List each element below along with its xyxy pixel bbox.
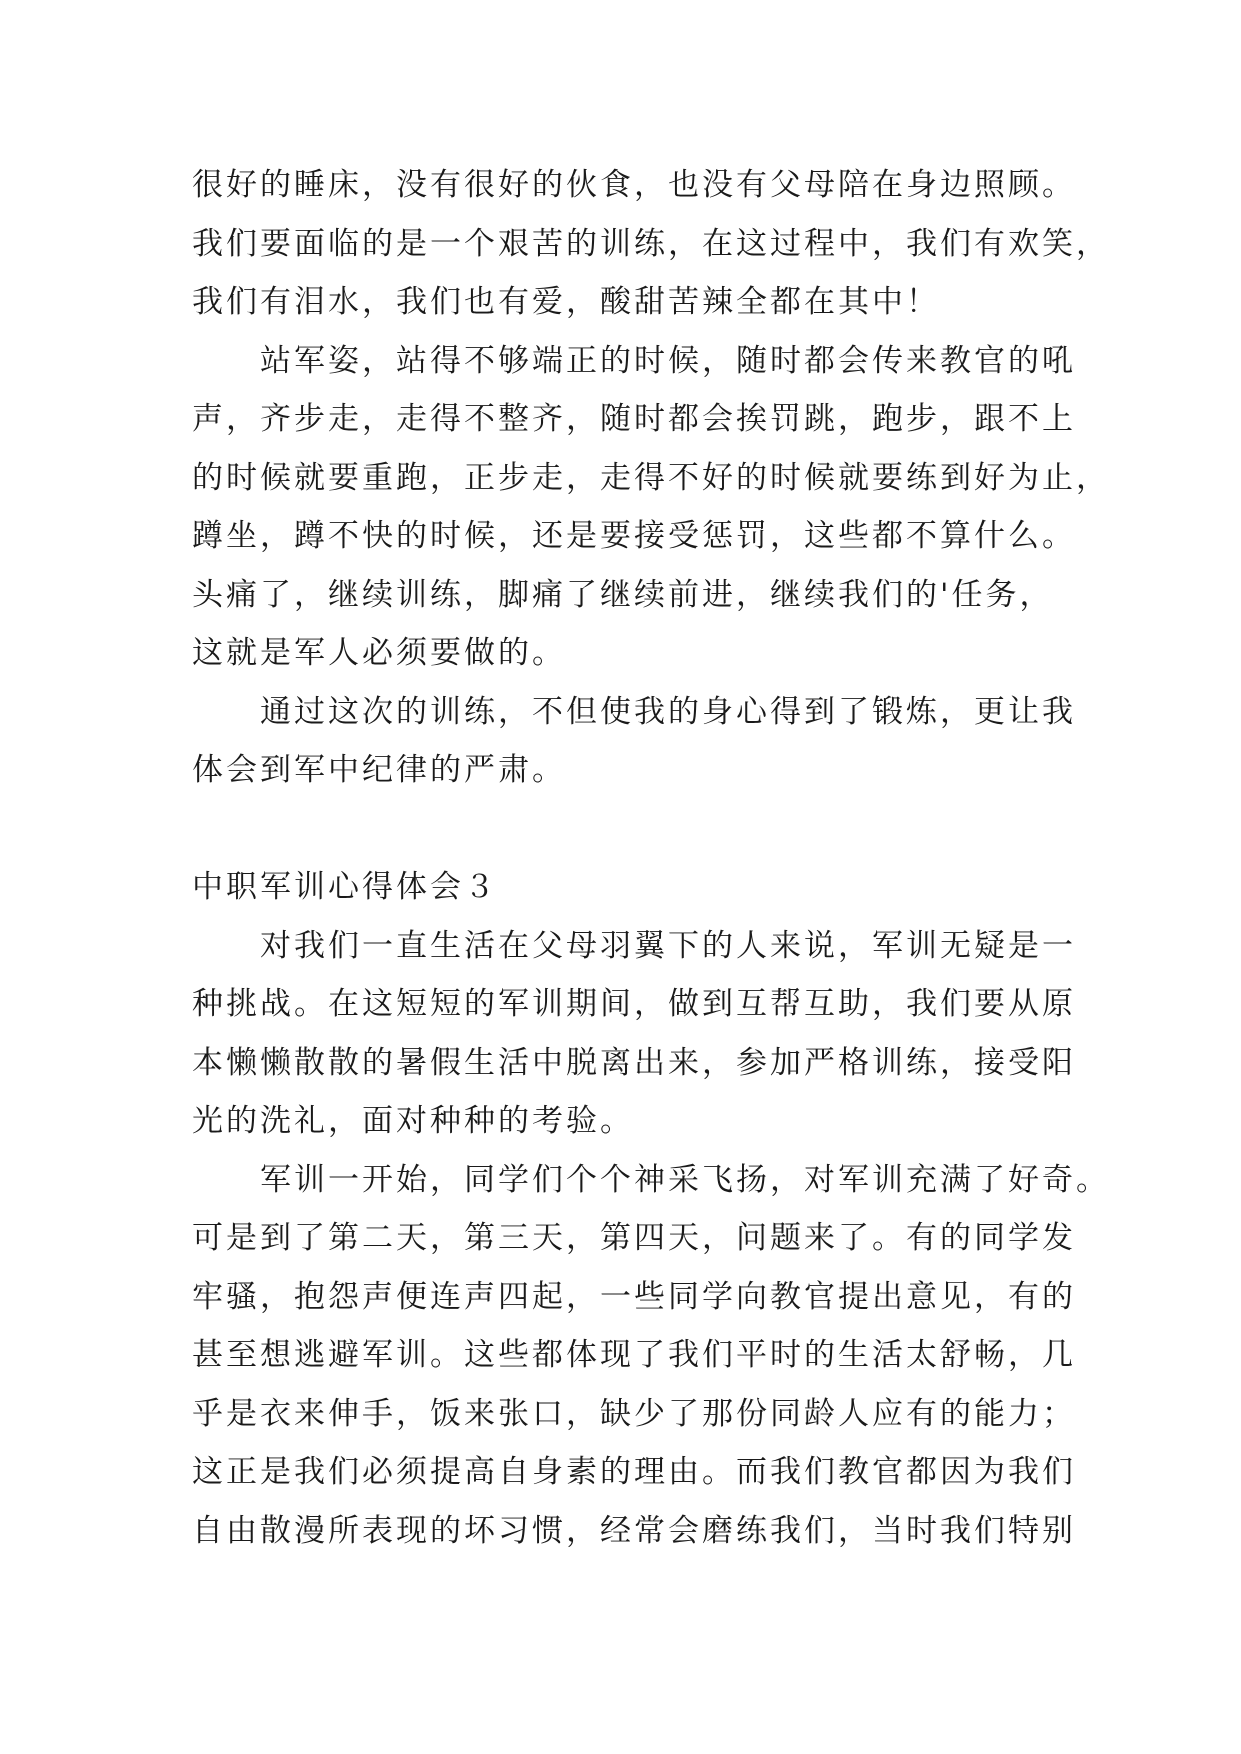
text-line: 我们有泪水，我们也有爱，酸甜苦辣全都在其中！ — [192, 284, 940, 320]
blank-line — [192, 800, 1092, 859]
text-line: 的时候就要重跑，正步走，走得不好的时候就要练到好为止， — [192, 459, 1110, 496]
text-line: 可是到了第二天，第三天，第四天，问题来了。有的同学发 — [192, 1220, 1076, 1256]
section-heading: 中职军训心得体会３ — [192, 869, 498, 905]
text-line: 蹲坐，蹲不快的时候，还是要接受惩罚，这些都不算什么。 — [192, 518, 1076, 554]
text-line: 乎是衣来伸手，饭来张口，缺少了那份同龄人应有的能力； — [192, 1395, 1076, 1432]
text-line: 通过这次的训练，不但使我的身心得到了锻炼，更让我 — [192, 693, 1076, 730]
text-line: 种挑战。在这短短的军训期间，做到互帮互助，我们要从原 — [192, 986, 1076, 1022]
text-line: 体会到军中纪律的严肃。 — [192, 752, 566, 788]
document-body — [192, 156, 1110, 1560]
text-line: 站军姿，站得不够端正的时候，随时都会传来教官的吼 — [192, 342, 1076, 379]
text-line: 对我们一直生活在父母羽翼下的人来说，军训无疑是一 — [192, 927, 1076, 964]
text-line: 甚至想逃避军训。这些都体现了我们平时的生活太舒畅，几 — [192, 1337, 1076, 1373]
text-line: 声，齐步走，走得不整齐，随时都会挨罚跳，跑步，跟不上 — [192, 401, 1076, 437]
text-line: 这正是我们必须提高自身素的理由。而我们教官都因为我们 — [192, 1454, 1076, 1490]
text-line: 军训一开始，同学们个个神采飞扬，对军训充满了好奇。 — [192, 1161, 1110, 1198]
text-line: 很好的睡床，没有很好的伙食，也没有父母陪在身边照顾。 — [192, 167, 1076, 203]
text-line: 头痛了，继续训练，脚痛了继续前进，继续我们的'任务， — [192, 576, 1054, 613]
text-line: 自由散漫所表现的坏习惯，经常会磨练我们，当时我们特别 — [192, 1512, 1076, 1549]
text-line: 本懒懒散散的暑假生活中脱离出来，参加严格训练，接受阳 — [192, 1044, 1076, 1081]
text-line: 牢骚，抱怨声便连声四起，一些同学向教官提出意见，有的 — [192, 1278, 1076, 1315]
text-line: 我们要面临的是一个艰苦的训练，在这过程中，我们有欢笑， — [192, 225, 1110, 262]
text-line: 光的洗礼，面对种种的考验。 — [192, 1103, 634, 1139]
text-line: 这就是军人必须要做的。 — [192, 635, 566, 671]
